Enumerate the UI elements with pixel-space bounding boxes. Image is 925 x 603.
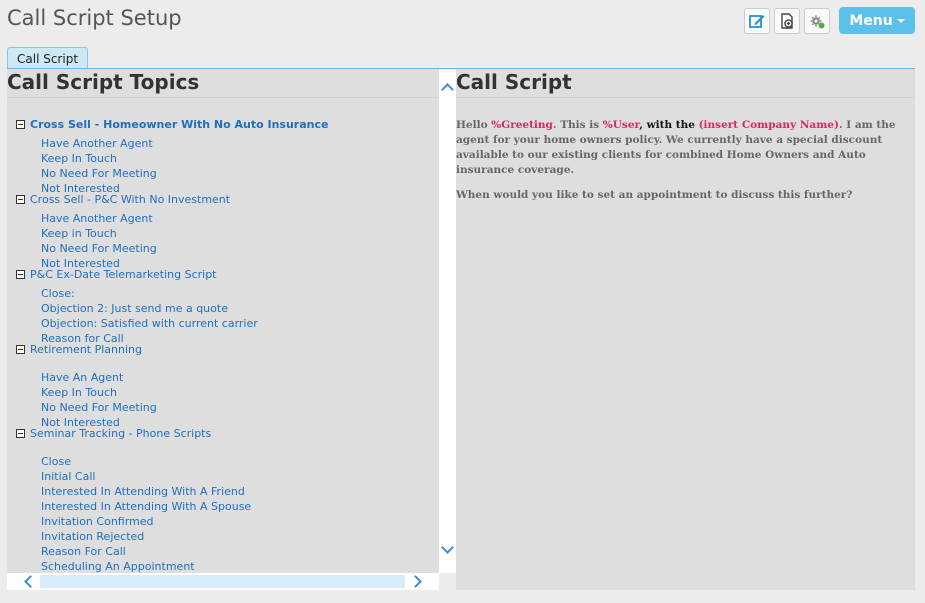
- collapse-icon[interactable]: [16, 120, 25, 129]
- subtopic-link[interactable]: No Need For Meeting: [41, 167, 157, 180]
- chevron-down-icon[interactable]: [441, 541, 454, 554]
- tree-child[interactable]: [16, 297, 439, 315]
- tree-child[interactable]: [16, 282, 439, 300]
- tree-child[interactable]: [16, 132, 439, 150]
- tree-child[interactable]: [16, 177, 439, 195]
- topic-link[interactable]: Cross Sell - P&C With No Investment: [30, 193, 231, 206]
- subtopic-link[interactable]: Close: [41, 455, 71, 468]
- subtopic-link[interactable]: Reason for Call: [41, 332, 124, 345]
- tree-child[interactable]: [16, 525, 439, 543]
- topic-link[interactable]: Seminar Tracking - Phone Scripts: [30, 427, 212, 440]
- tree-parent[interactable]: [16, 117, 439, 132]
- settings-button[interactable]: [804, 8, 830, 34]
- subtopic-link[interactable]: Keep In Touch: [41, 386, 117, 399]
- tree-child[interactable]: [16, 540, 439, 558]
- subtopic-link[interactable]: Have Another Agent: [41, 212, 153, 225]
- tree-group: [16, 426, 439, 573]
- tree-parent[interactable]: [16, 426, 439, 441]
- subtopic-link[interactable]: No Need For Meeting: [41, 401, 157, 414]
- topics-panel: [7, 69, 439, 573]
- topics-heading: Call Script Topics: [7, 69, 439, 98]
- tree-child[interactable]: [16, 237, 439, 255]
- subtopic-link[interactable]: No Need For Meeting: [41, 242, 157, 255]
- tree-child[interactable]: [16, 366, 439, 384]
- collapse-icon[interactable]: [16, 429, 25, 438]
- script-paragraph: When would you like to set an appointment to discuss this further?: [456, 189, 853, 201]
- subtopic-link[interactable]: Not Interested: [41, 257, 120, 270]
- edit-button[interactable]: [744, 8, 770, 34]
- caret-down-icon: [897, 19, 905, 23]
- topic-link[interactable]: Retirement Planning: [30, 343, 142, 356]
- collapse-icon[interactable]: [16, 195, 25, 204]
- topic-link[interactable]: Cross Sell - Homeowner With No Auto Insurance: [30, 118, 329, 131]
- tree-spacer: [16, 357, 439, 366]
- document-add-icon: [778, 12, 796, 30]
- tree-child[interactable]: [16, 381, 439, 399]
- tree-child[interactable]: [16, 450, 439, 468]
- user-token: %User: [602, 119, 640, 131]
- tree-spacer: [16, 441, 439, 450]
- page-title: Call Script Setup: [7, 6, 182, 30]
- subtopic-link[interactable]: Have An Agent: [41, 371, 124, 384]
- tree-child[interactable]: [16, 162, 439, 180]
- script-panel: [456, 69, 915, 590]
- script-body: [456, 118, 908, 203]
- tree-group: [16, 342, 439, 429]
- tree-child[interactable]: [16, 555, 439, 573]
- script-heading: Call Script: [456, 69, 915, 98]
- chevron-up-icon[interactable]: [441, 83, 454, 96]
- add-script-button[interactable]: [774, 8, 800, 34]
- tree-child[interactable]: [16, 396, 439, 414]
- subtopic-link[interactable]: Keep in Touch: [41, 227, 117, 240]
- collapse-icon[interactable]: [16, 345, 25, 354]
- subtopic-link[interactable]: Objection: Satisfied with current carrier: [41, 317, 258, 330]
- chevron-right-icon[interactable]: [409, 575, 422, 588]
- toolbar: [740, 7, 915, 34]
- tree-child[interactable]: [16, 495, 439, 513]
- script-text: , with the: [639, 119, 699, 131]
- subtopic-link[interactable]: Invitation Rejected: [41, 530, 145, 543]
- topic-link[interactable]: P&C Ex-Date Telemarketing Script: [30, 268, 217, 281]
- tree-parent[interactable]: [16, 267, 439, 282]
- script-text: . I am the agent for your home owners policy. We currently have a special discount available to our existing clients for combined Home Owners and Auto insurance coverage.: [456, 119, 896, 176]
- subtopic-link[interactable]: Close:: [41, 287, 75, 300]
- tree-group: [16, 117, 439, 195]
- subtopic-link[interactable]: Interested In Attending With A Spouse: [41, 500, 252, 513]
- tree-group: [16, 192, 439, 270]
- subtopic-link[interactable]: Initial Call: [41, 470, 96, 483]
- tree-child[interactable]: [16, 147, 439, 165]
- horizontal-scrollbar[interactable]: [7, 573, 439, 590]
- tree-child[interactable]: [16, 465, 439, 483]
- script-text: Hello: [456, 119, 492, 131]
- chevron-left-icon[interactable]: [24, 575, 37, 588]
- topics-tree: [16, 117, 439, 573]
- subtopic-link[interactable]: Objection 2: Just send me a quote: [41, 302, 228, 315]
- edit-icon: [748, 12, 766, 30]
- tree-child[interactable]: [16, 480, 439, 498]
- subtopic-link[interactable]: Scheduling An Appointment: [41, 560, 195, 573]
- collapse-icon[interactable]: [16, 270, 25, 279]
- subtopic-link[interactable]: Keep In Touch: [41, 152, 117, 165]
- tree-parent[interactable]: [16, 192, 439, 207]
- company-token: (insert Company Name): [698, 119, 839, 131]
- menu-button[interactable]: [839, 7, 915, 34]
- tab-call-script[interactable]: Call Script: [7, 47, 88, 69]
- subtopic-link[interactable]: Invitation Confirmed: [41, 515, 154, 528]
- script-text: . This is: [552, 119, 603, 131]
- script-paragraph: [456, 118, 908, 178]
- subtopic-link[interactable]: Have Another Agent: [41, 137, 153, 150]
- tree-child[interactable]: [16, 411, 439, 429]
- subtopic-link[interactable]: Reason For Call: [41, 545, 126, 558]
- tree-child[interactable]: [16, 207, 439, 225]
- subtopic-link[interactable]: Not Interested: [41, 416, 120, 429]
- scrollbar-thumb[interactable]: [40, 575, 405, 588]
- tree-child[interactable]: [16, 222, 439, 240]
- gear-icon: [808, 12, 826, 30]
- subtopic-link[interactable]: Interested In Attending With A Friend: [41, 485, 245, 498]
- vertical-scrollbar[interactable]: [439, 69, 456, 573]
- tree-child[interactable]: [16, 312, 439, 330]
- subtopic-link[interactable]: Not Interested: [41, 182, 120, 195]
- menu-label: Menu: [849, 12, 893, 29]
- tree-group: [16, 267, 439, 345]
- greeting-token: %Greeting: [491, 119, 553, 131]
- tree-parent[interactable]: [16, 342, 439, 357]
- tree-child[interactable]: [16, 252, 439, 270]
